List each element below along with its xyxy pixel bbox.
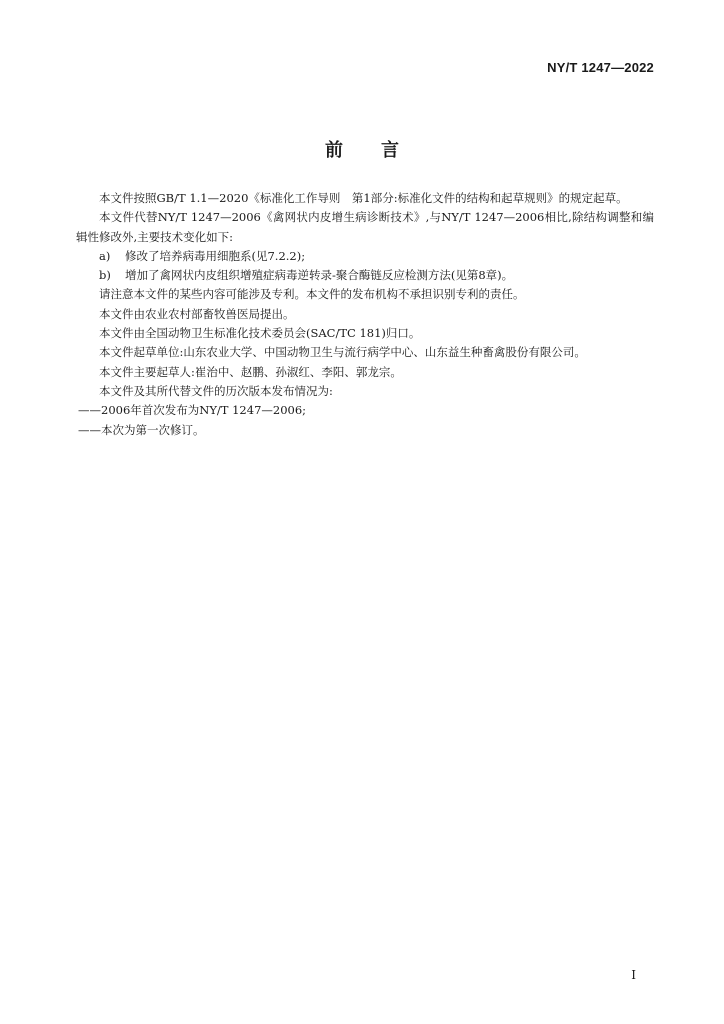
paragraph-drafters: 本文件主要起草人:崔治中、赵鹏、孙淑红、李阳、郭龙宗。	[99, 364, 402, 379]
list-marker-b: b)	[99, 268, 111, 283]
paragraph-drafting-rules: 本文件按照GB/T 1.1—2020《标准化工作导则 第1部分:标准化文件的结构和起草规则》的规定起草。	[99, 191, 628, 205]
paragraph-proposer: 本文件由农业农村部畜牧兽医局提出。	[99, 306, 295, 321]
paragraph-drafting-units: 本文件起草单位:山东农业大学、中国动物卫生与流行病学中心、山东益生种畜禽股份有限公司。	[99, 345, 586, 360]
paragraph-patent-notice: 请注意本文件的某些内容可能涉及专利。本文件的发布机构不承担识别专利的责任。	[99, 287, 525, 302]
history-item-1: ——2006年首次发布为NY/T 1247—2006;	[78, 403, 307, 418]
foreword-body	[76, 189, 654, 440]
list-item-b	[76, 266, 654, 285]
paragraph-committee: 本文件由全国动物卫生标准化技术委员会(SAC/TC 181)归口。	[99, 326, 421, 341]
standard-number: NY/T 1247—2022	[547, 60, 654, 75]
page-title	[0, 136, 724, 162]
title-char-1: 前	[325, 140, 343, 161]
list-marker-a: a)	[99, 248, 111, 263]
paragraph-history-intro: 本文件及其所代替文件的历次版本发布情况为:	[99, 383, 333, 398]
history-item-2: ——本次为第一次修订。	[78, 422, 205, 437]
list-item-a	[76, 247, 654, 266]
page-number: I	[631, 968, 636, 982]
list-text-a: 修改了培养病毒用细胞系(见7.2.2);	[125, 248, 306, 263]
title-char-2: 言	[381, 140, 399, 161]
paragraph-replaces: 本文件代替NY/T 1247—2006《禽网状内皮增生病诊断技术》,与NY/T 1247—2006相比,除结构调整和编辑性修改外,主要技术变化如下:	[76, 210, 654, 244]
list-text-b: 增加了禽网状内皮组织增殖症病毒逆转录-聚合酶链反应检测方法(见第8章)。	[125, 268, 514, 283]
